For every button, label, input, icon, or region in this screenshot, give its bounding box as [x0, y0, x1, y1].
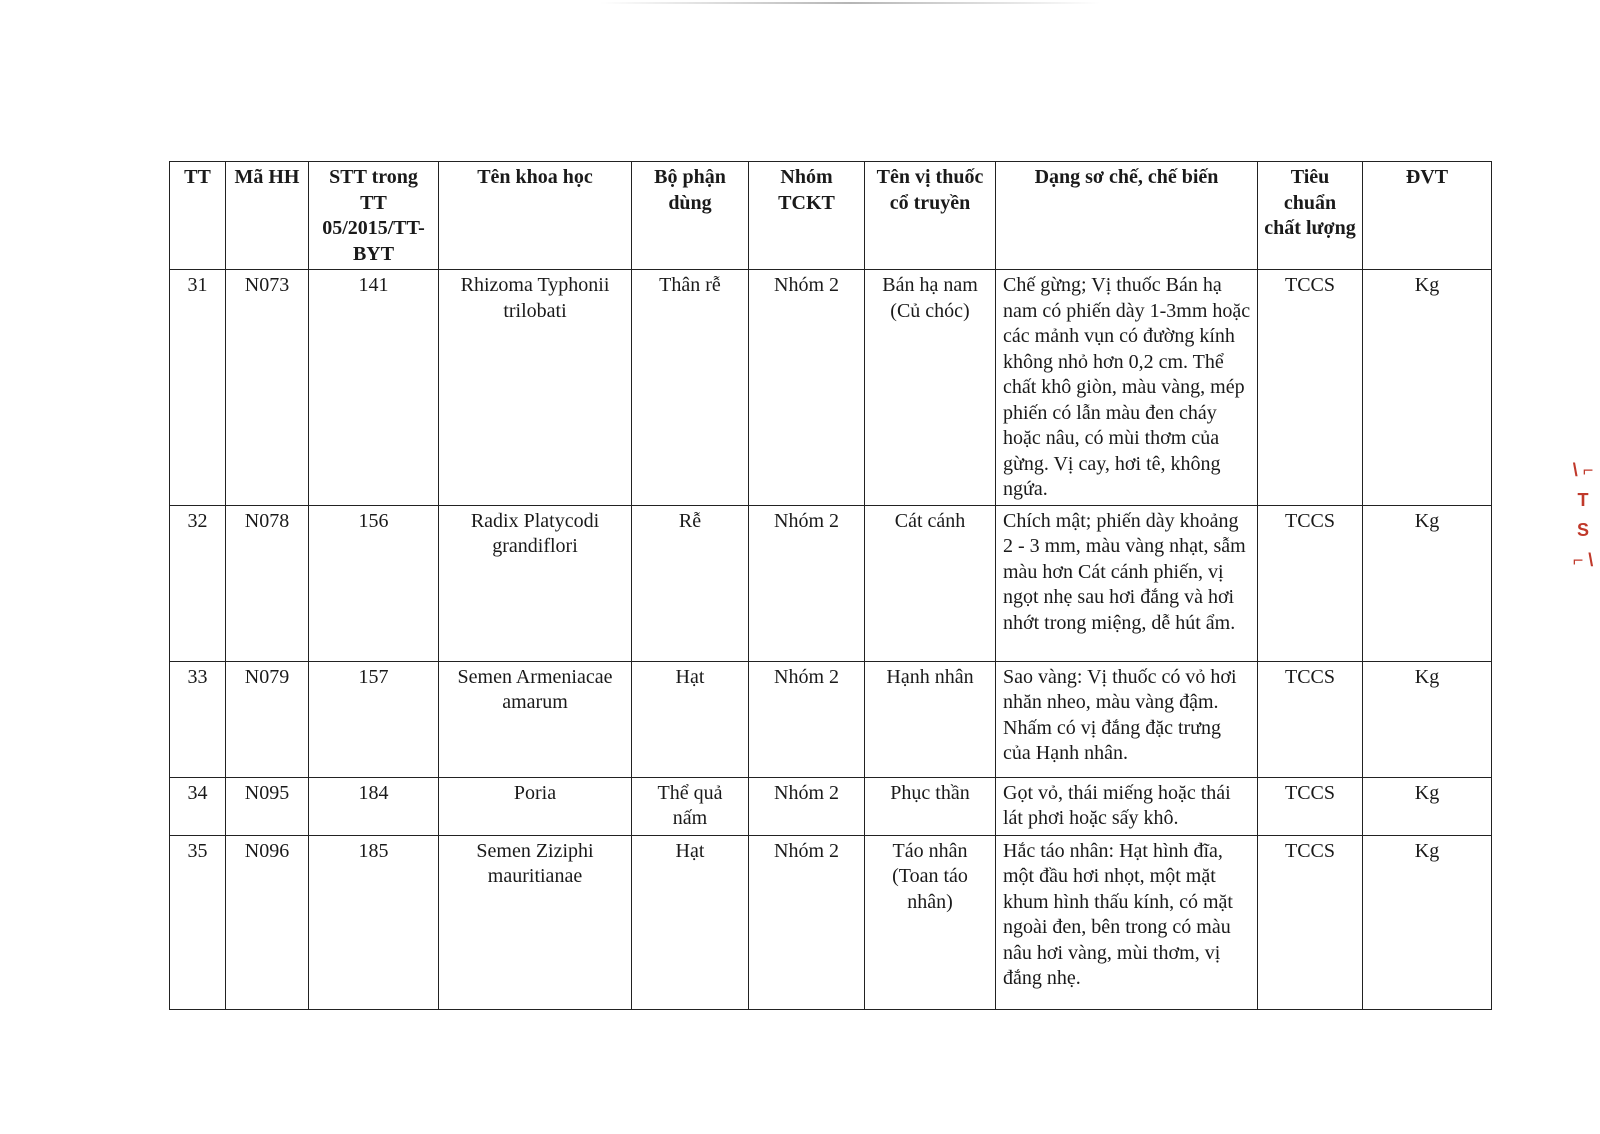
cell-dvt: Kg — [1363, 505, 1492, 661]
cell-dvt: Kg — [1363, 777, 1492, 835]
cell-tieu-chuan: TCCS — [1258, 835, 1363, 1009]
cell-bo-phan: Hạt — [632, 661, 749, 777]
header-bo-phan: Bộ phận dùng — [632, 162, 749, 270]
herbal-medicine-table — [169, 161, 1492, 1010]
cell-ma-hh: N073 — [226, 270, 309, 506]
table-header-row — [170, 162, 1492, 270]
cell-ten-vi: Cát cánh — [865, 505, 996, 661]
header-tt: TT — [170, 162, 226, 270]
table-row — [170, 270, 1492, 506]
cell-ten-vi: Phục thần — [865, 777, 996, 835]
cell-ten-khoa-hoc: Poria — [439, 777, 632, 835]
cell-nhom: Nhóm 2 — [749, 661, 865, 777]
header-nhom: Nhóm TCKT — [749, 162, 865, 270]
cell-tieu-chuan: TCCS — [1258, 661, 1363, 777]
header-dang: Dạng sơ chế, chế biến — [996, 162, 1258, 270]
cell-ma-hh: N095 — [226, 777, 309, 835]
cell-ma-hh: N096 — [226, 835, 309, 1009]
table-row — [170, 661, 1492, 777]
cell-tt: 35 — [170, 835, 226, 1009]
cell-tieu-chuan: TCCS — [1258, 777, 1363, 835]
cell-bo-phan: Thân rễ — [632, 270, 749, 506]
cell-dang: Hắc táo nhân: Hạt hình đĩa, một đầu hơi nhọt, một mặt khum hình thấu kính, có mặt ngoài đen, bên trong có màu nâu hơi vàng, mùi thơm, vị đắng nhẹ. — [996, 835, 1258, 1009]
header-stt: STT trong TT 05/2015/TT-BYT — [309, 162, 439, 270]
cell-bo-phan: Rễ — [632, 505, 749, 661]
cell-ten-vi: Táo nhân (Toan táo nhân) — [865, 835, 996, 1009]
cell-nhom: Nhóm 2 — [749, 835, 865, 1009]
cell-dang: Sao vàng: Vị thuốc có vỏ hơi nhăn nheo, màu vàng đậm. Nhấm có vị đắng đặc trưng của Hạnh nhân. — [996, 661, 1258, 777]
cell-tieu-chuan: TCCS — [1258, 505, 1363, 661]
cell-ten-khoa-hoc: Rhizoma Typhonii trilobati — [439, 270, 632, 506]
cell-tt: 34 — [170, 777, 226, 835]
table-row — [170, 835, 1492, 1009]
scan-top-rule — [600, 2, 1100, 4]
header-ten-khoa-hoc: Tên khoa học — [439, 162, 632, 270]
margin-stamp-fragment: \ ⌐ T S ⌐ \ — [1572, 460, 1594, 570]
table-row — [170, 505, 1492, 661]
cell-ma-hh: N078 — [226, 505, 309, 661]
cell-bo-phan: Hạt — [632, 835, 749, 1009]
cell-nhom: Nhóm 2 — [749, 505, 865, 661]
header-dvt: ĐVT — [1363, 162, 1492, 270]
cell-ten-vi: Bán hạ nam (Củ chóc) — [865, 270, 996, 506]
cell-stt: 184 — [309, 777, 439, 835]
cell-stt: 141 — [309, 270, 439, 506]
cell-bo-phan: Thể quả nấm — [632, 777, 749, 835]
cell-dang: Chế gừng; Vị thuốc Bán hạ nam có phiến dày 1-3mm hoặc các mảnh vụn có đường kính không nhỏ hơn 0,2 cm. Thể chất khô giòn, màu vàng, mép phiến có lẫn màu đen cháy hoặc nâu, có mùi thơm của gừng. Vị cay, hơi tê, không ngứa. — [996, 270, 1258, 506]
cell-dvt: Kg — [1363, 661, 1492, 777]
cell-dvt: Kg — [1363, 835, 1492, 1009]
cell-stt: 156 — [309, 505, 439, 661]
header-ma-hh: Mã HH — [226, 162, 309, 270]
cell-dvt: Kg — [1363, 270, 1492, 506]
header-tieu-chuan: Tiêu chuẩn chất lượng — [1258, 162, 1363, 270]
table-row — [170, 777, 1492, 835]
cell-tt: 32 — [170, 505, 226, 661]
cell-tieu-chuan: TCCS — [1258, 270, 1363, 506]
cell-stt: 157 — [309, 661, 439, 777]
cell-ten-khoa-hoc: Radix Platycodi grandiflori — [439, 505, 632, 661]
cell-ma-hh: N079 — [226, 661, 309, 777]
cell-nhom: Nhóm 2 — [749, 270, 865, 506]
cell-nhom: Nhóm 2 — [749, 777, 865, 835]
cell-dang: Chích mật; phiến dày khoảng 2 - 3 mm, màu vàng nhạt, sẫm màu hơn Cát cánh phiến, vị ngọt nhẹ sau hơi đắng và hơi nhớt trong miệng, dễ hút ẩm. — [996, 505, 1258, 661]
header-ten-vi: Tên vị thuốc cổ truyền — [865, 162, 996, 270]
cell-tt: 33 — [170, 661, 226, 777]
cell-tt: 31 — [170, 270, 226, 506]
cell-stt: 185 — [309, 835, 439, 1009]
cell-ten-vi: Hạnh nhân — [865, 661, 996, 777]
cell-ten-khoa-hoc: Semen Armeniacae amarum — [439, 661, 632, 777]
cell-dang: Gọt vỏ, thái miếng hoặc thái lát phơi hoặc sấy khô. — [996, 777, 1258, 835]
cell-ten-khoa-hoc: Semen Ziziphi mauritianae — [439, 835, 632, 1009]
